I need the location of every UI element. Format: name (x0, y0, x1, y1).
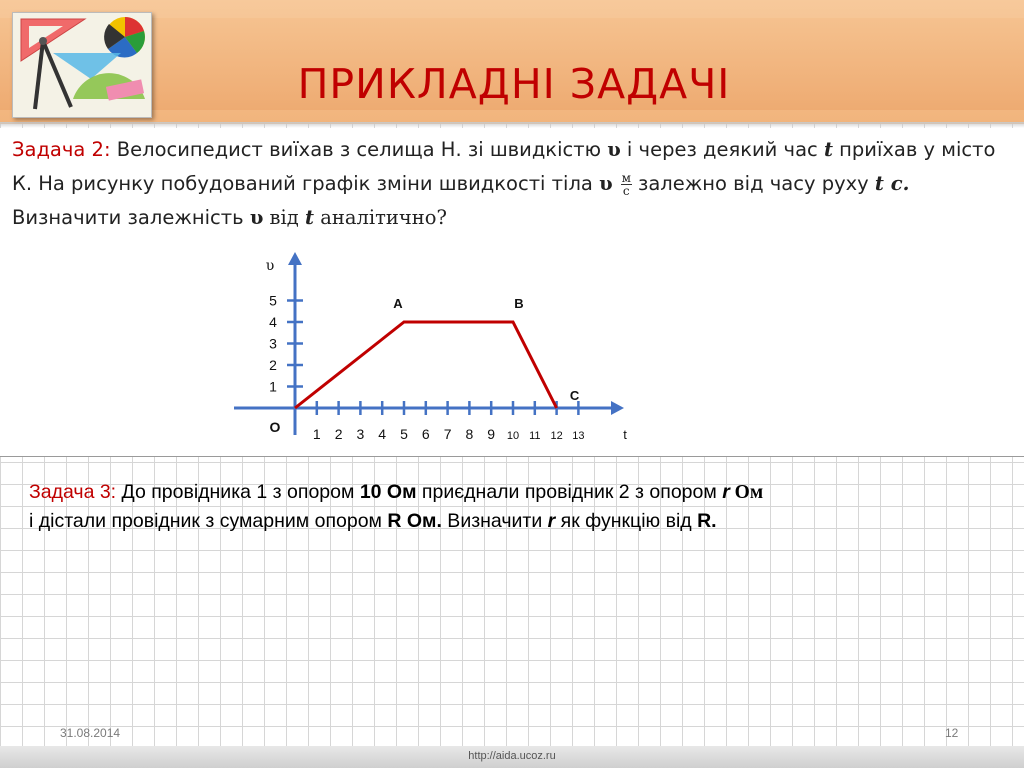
var-r-2: r (547, 510, 561, 532)
velocity-line (295, 322, 557, 408)
x-tick-label: 11 (529, 430, 541, 442)
x-axis-label: t (623, 427, 627, 442)
task3-text-part1: До провідника 1 з опором (116, 481, 360, 503)
var-r: r (722, 481, 730, 503)
var-R: R. (697, 510, 717, 532)
velocity-time-graph (220, 240, 650, 450)
y-axis-label: υ (265, 258, 275, 274)
point-label: C (569, 388, 580, 403)
point-label: A (393, 296, 403, 311)
task3-text-part2: приєднали провідник 2 з опором (416, 481, 723, 503)
task2-text-part4: залежно від часу руху (637, 172, 875, 195)
task3-text (29, 478, 1009, 536)
y-tick-label: 1 (269, 378, 277, 395)
point-label: B (514, 296, 524, 311)
slide-date: 31.08.2014 (60, 726, 121, 740)
var-t-2: t (304, 206, 314, 229)
x-tick-label: 7 (443, 426, 452, 442)
task3-text-part4: Визначити (441, 510, 548, 532)
x-tick-label: 3 (356, 426, 365, 442)
x-tick-label: 5 (400, 426, 408, 442)
y-tick-label: 3 (269, 335, 277, 352)
task2-text-part5: Визначити залежність (12, 206, 250, 229)
graph-series (295, 322, 557, 408)
x-tick-label: 2 (334, 426, 343, 442)
var-v: υ (607, 138, 621, 161)
unit-numerator: м (621, 171, 631, 185)
task3-text-part3: і дістали провідник з сумарним опором (29, 510, 388, 532)
task3-text-part5: як функцію від (560, 510, 698, 532)
origin-label: O (269, 419, 281, 435)
y-tick-label: 5 (269, 292, 277, 309)
x-tick-label: 9 (487, 426, 496, 442)
x-tick-label: 8 (465, 426, 474, 442)
x-tick-label: 12 (550, 430, 563, 442)
task3-label: Задача 3: (29, 481, 117, 503)
graph-point-labels (393, 296, 580, 403)
x-tick-label: 6 (421, 426, 430, 442)
unit-fraction (621, 172, 632, 197)
y-tick-label: 2 (269, 357, 277, 373)
unit-t: t с. (874, 172, 910, 195)
task2-text-part2: і через деякий час (620, 138, 824, 161)
slide-page-number: 12 (945, 726, 959, 740)
resistance-10-ohm: 10 Ом (359, 481, 417, 503)
task2-label: Задача 2: (12, 138, 111, 161)
unit-denominator: с (622, 184, 630, 198)
slide-title: ПРИКЛАДНІ ЗАДАЧІ (297, 60, 731, 108)
var-v-3: υ (249, 206, 264, 229)
task2-text (12, 133, 1012, 235)
var-v-2: υ (599, 172, 613, 195)
resistance-R-ohm: R Ом. (387, 510, 442, 532)
task2-text-part6: від (263, 206, 305, 229)
y-tick-label: 4 (269, 314, 277, 330)
x-tick-label: 4 (378, 426, 387, 442)
task2-text-part3: приїхав у місто К. На рисунку побудований графік зміни швидкості тіла (12, 138, 996, 195)
task2-text-part1: Велосипедист виїхав з селища Н. зі швидкістю (110, 138, 608, 161)
x-axis-arrow-icon (611, 401, 624, 415)
graph-ticks (287, 301, 578, 416)
x-tick-label: 10 (506, 430, 520, 442)
unit-ohm: Ом (729, 482, 764, 503)
var-t: t (823, 138, 833, 161)
footer-url: http://aida.ucoz.ru (468, 750, 556, 762)
x-tick-label: 13 (572, 430, 585, 442)
x-tick-label: 1 (312, 426, 321, 442)
y-axis-arrow-icon (288, 252, 302, 265)
task2-text-part7: аналітично? (314, 206, 447, 229)
